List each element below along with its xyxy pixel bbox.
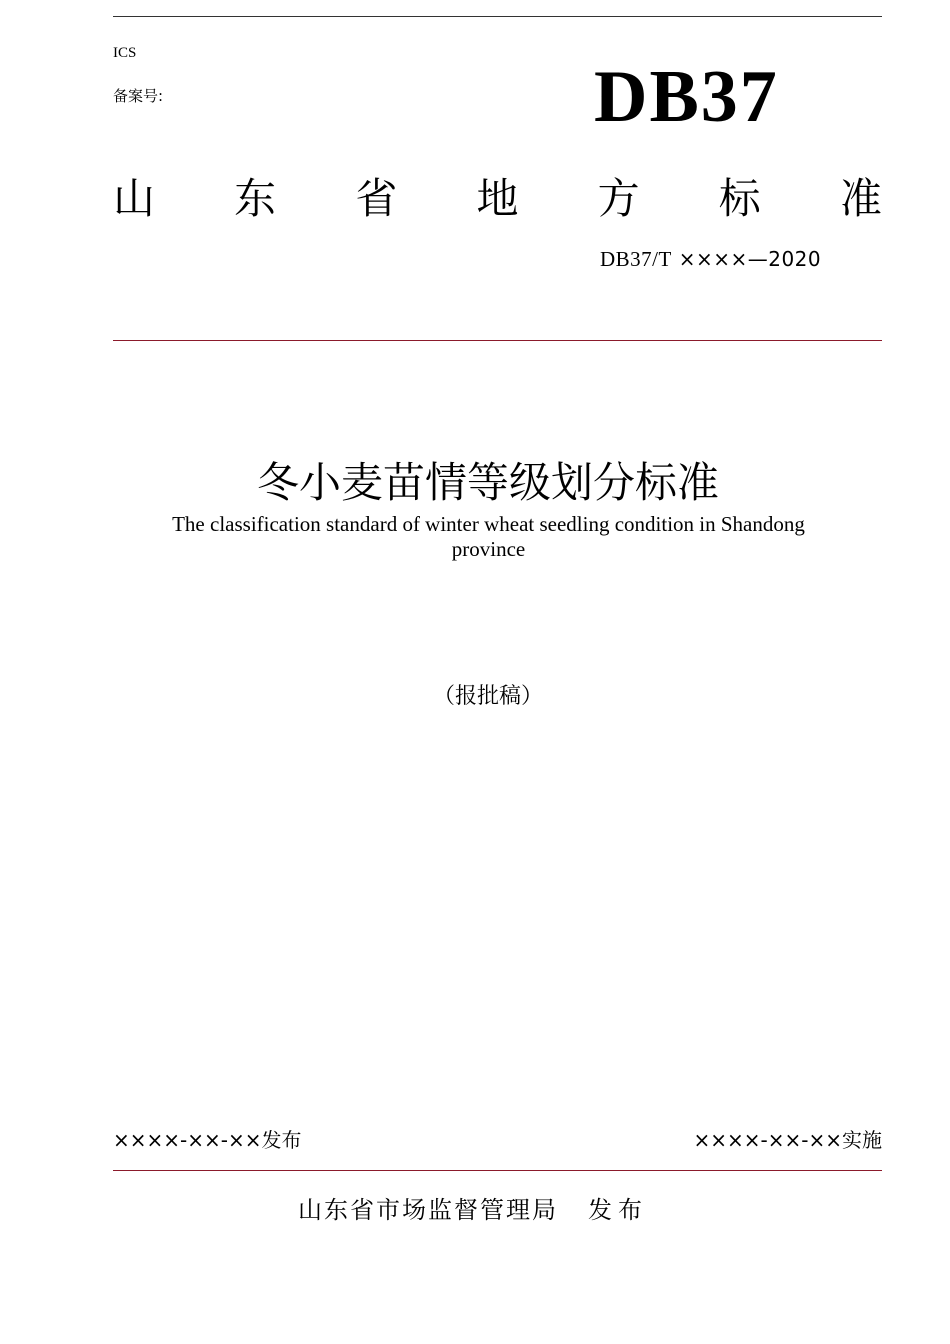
- standard-number-rest: ××××—2020: [671, 247, 822, 271]
- top-rule: [113, 16, 882, 17]
- implementation-date: ××××-××-××实施: [693, 1128, 882, 1152]
- db-code: DB37: [594, 56, 779, 138]
- category-char: 方: [597, 174, 640, 223]
- divider-lower: [113, 1170, 882, 1171]
- standard-category-title: [113, 174, 882, 223]
- category-char: 东: [234, 174, 277, 223]
- category-char: 准: [839, 174, 882, 223]
- document-title-cn: 冬小麦苗情等级划分标准: [256, 458, 719, 507]
- draft-status: （报批稿）: [432, 684, 543, 709]
- publisher: [298, 1190, 648, 1225]
- category-char: 标: [718, 174, 761, 223]
- document-title-en: The classification standard of winter wheat seedling condition in Shandong province: [172, 512, 805, 561]
- record-number-label: 备案号:: [113, 87, 164, 105]
- issue-date: ××××-××-××发布: [113, 1128, 302, 1152]
- category-char: 山: [113, 174, 156, 223]
- ics-label: ICS: [113, 45, 137, 61]
- publisher-name: 山东省市场监督管理局: [298, 1196, 558, 1224]
- divider-upper: [113, 340, 882, 341]
- standard-number-prefix: DB37/T: [600, 247, 672, 271]
- publisher-action: 发布: [588, 1196, 648, 1224]
- category-char: 地: [476, 174, 519, 223]
- category-char: 省: [355, 174, 398, 223]
- standard-number: [600, 247, 821, 272]
